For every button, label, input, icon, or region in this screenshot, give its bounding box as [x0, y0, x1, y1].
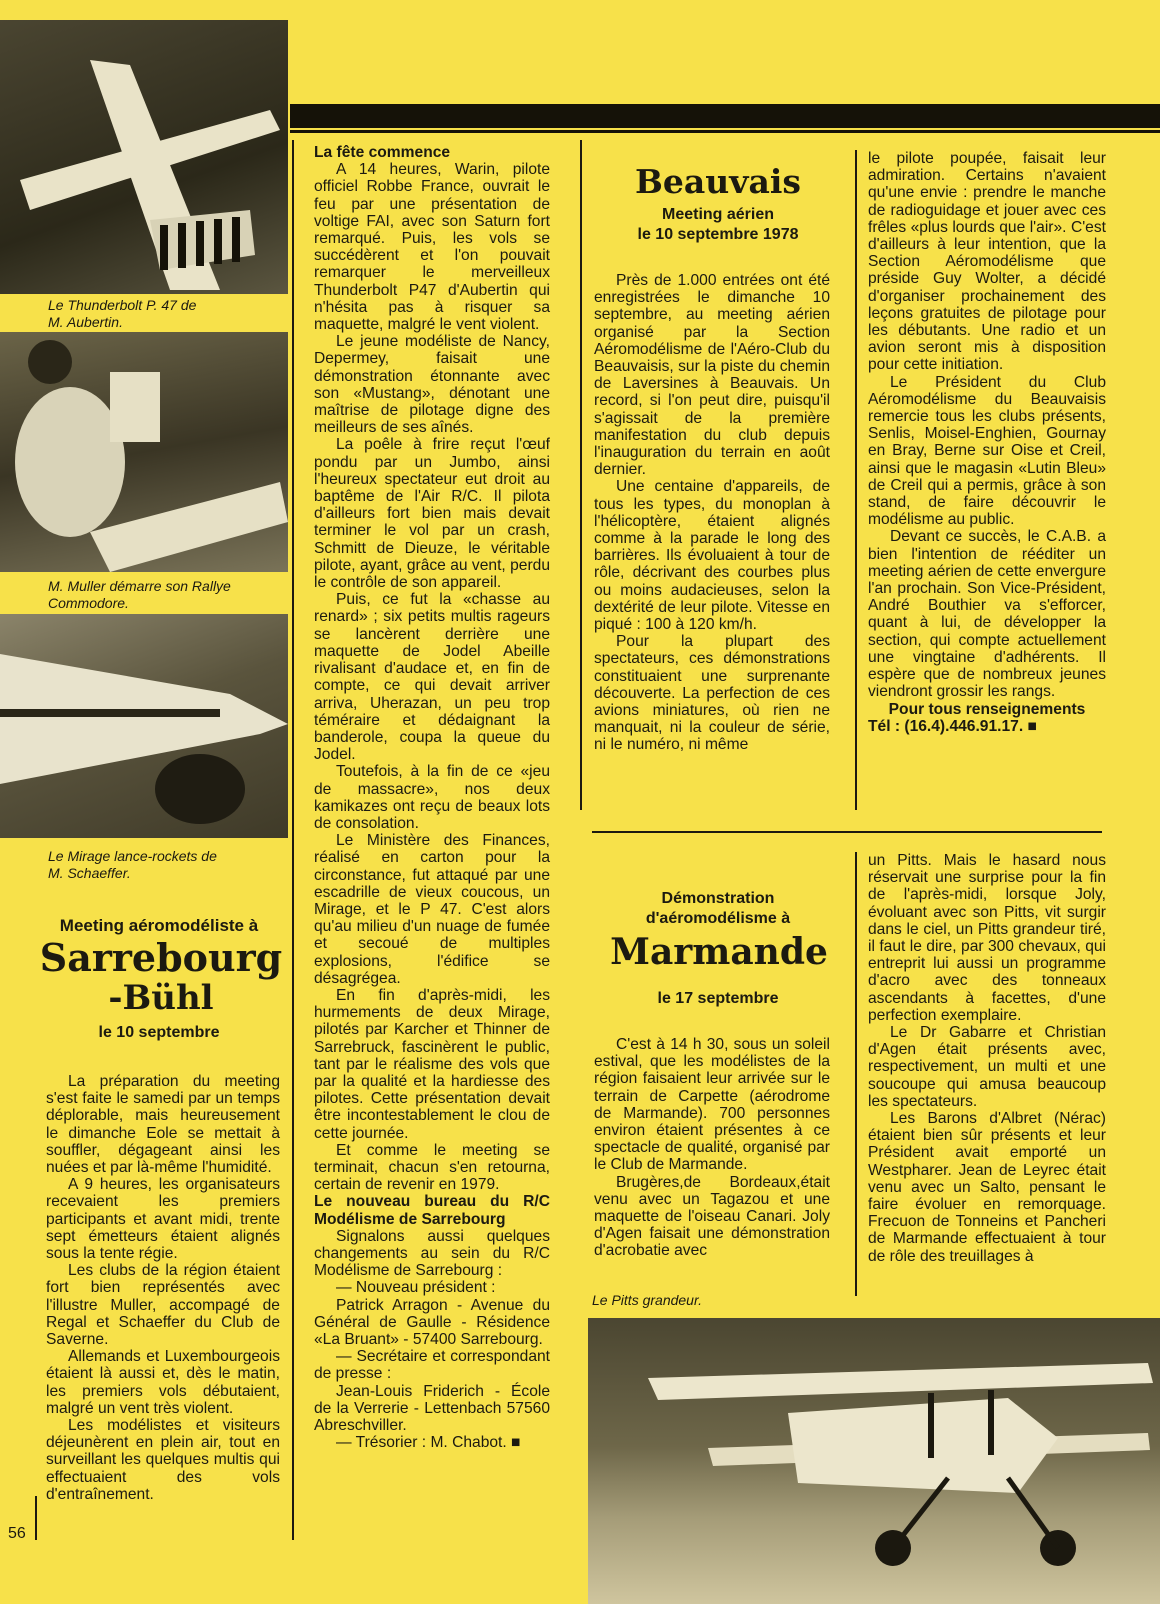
marmande-kicker-2: d'aéromodélisme à: [645, 910, 791, 927]
paragraph: La poêle à frire reçut l'œuf pondu par un Jumbo, ainsi l'heureux spectateur eut droit au baptême de l'Air R/C. Il pilota d'ailleurs fort bien mais devait terminer le vol par un crash, Schmitt de Dieuze, le véritable pilote, ayant, grâce au vent, perdu le contrôle de son appareil.: [314, 436, 550, 592]
paragraph: Le Ministère des Finances, réalisé en carton pour la circonstance, fut attaqué par une escadrille de vieux coucous, un Mirage, et le P 47. C'est alors qu'au milieu d'un nuage de fumée et secoué de multiples explosions, l'édifice se désagrégea.: [314, 832, 550, 987]
header-band: [290, 104, 1160, 128]
paragraph: Devant ce succès, le C.A.B. a bien l'intention de rééditer un meeting aérien de cette envergure l'an prochain. Son Vice-Président, André Bouthier va s'efforcer, quant à lui, de développer la section, qui compte actuellement une vingtaine d'adhérents. Il espère que de nombreux jeunes viendront grossir les rangs.: [868, 528, 1106, 701]
paragraph: le pilote poupée, faisait leur admiration. Certains n'avaient qu'une envie : prendre le manche de radioguidage et jouer avec ces frêles «plus lourds que l'air». C'est d'ailleurs à leur intention, que la Section Aéromodélisme que préside Guy Wolter, a décidé d'organiser prochainement des leçons gratuites de pilotage pour les débutants. Une radio et un avion seront mis à disposition pour cette initiation.: [868, 150, 1106, 374]
caption-rallye: M. Muller démarre son Rallye Commodore.: [48, 578, 231, 611]
paragraph: C'est à 14 h 30, sous un soleil estival, que les modélistes de la région faisaient leur arrivée sur le terrain de Carpette (aérodrome de Marmande). 700 personnes environ étaient présentes à ce spectacle de qualité, organisé par le Club de Marmande.: [594, 1036, 830, 1174]
sarrebourg-kicker: Meeting aéromodéliste à: [59, 916, 259, 935]
pitts-illustration: [588, 1318, 1160, 1604]
caption-thunderbolt: Le Thunderbolt P. 47 de M. Aubertin.: [48, 297, 197, 330]
column-rule: [35, 1496, 37, 1540]
mirage-photo: [0, 614, 288, 838]
caption-mirage: Le Mirage lance-rockets de M. Schaeffer.: [48, 848, 217, 881]
marmande-title: Marmande: [610, 931, 828, 973]
paragraph: Signalons aussi quelques changements au sein du R/C Modélisme de Sarrebourg :: [314, 1227, 550, 1280]
column-rule: [855, 852, 857, 1296]
paragraph: Puis, ce fut la «chasse au renard» ; six petits multis rageurs se lancèrent derrière une maquette de Jodel Abeille rivalisant d'audace et, en fin de compte, ce qui devait arriver arriva, Uherazan, un peu trop téméraire et dédaignant la banderole, coupa la queue du Jodel.: [314, 591, 550, 764]
section-heading: Le nouveau bureau du R/C Modélisme de Sarrebourg: [314, 1193, 550, 1228]
paragraph: A 9 heures, les organisateurs recevaient les premiers participants et avant midi, trente sept émetteurs étaient alignés sous la tente régie.: [46, 1176, 280, 1263]
beauvais-col1: [594, 272, 830, 754]
paragraph: — Nouveau président :: [336, 1279, 496, 1297]
paragraph: Le Président du Club Aéromodélisme du Beauvaisis remercie tous les clubs présents, Senlis, Moisel-Enghien, Gournay en Bray, Berne sur Oise et Creil, ainsi que le magasin «Lutin Bleu» de Creil qui a permis, grâce à son stand, de faire découvrir le modélisme au public.: [868, 373, 1106, 529]
section-heading: La fête commence: [314, 144, 451, 161]
paragraph: En fin d'après-midi, les hurmements de deux Mirage, pilotés par Karcher et Thinner de Sarrebruck, fascinèrent le public, tant par le réalisme des vols que par la qualité et la hardiesse des pilotes. Cette présentation devait être incontestablement le clou de cette journée.: [314, 986, 550, 1142]
paragraph: Brugères,de Bordeaux,était venu avec un Tagazou et une maquette de l'oiseau Canari. Joly d'Agen faisait une démonstration d'acrobatie avec: [594, 1173, 830, 1260]
marmande-kicker: Démonstration: [661, 890, 775, 907]
sarrebourg-date: le 10 septembre: [98, 1024, 220, 1041]
beauvais-date: le 10 septembre 1978: [637, 226, 799, 243]
contact-line: Pour tous renseignements: [888, 700, 1086, 718]
paragraph: un Pitts. Mais le hasard nous réservait une surprise pour la fin de l'après-midi, lorsque Joly, évoluant avec son Pitts, vit surgir dans le ciel, un Pitts grandeur tiré, il faut le dire, par 300 chevaux, qui entreprit lui aussi un programme d'acro avec des tonneaux ascendants à facettes, d'une perfection exemplaire.: [868, 852, 1106, 1024]
column-rule: [855, 150, 857, 810]
beauvais-col2: [868, 150, 1106, 735]
sarrebourg-col1: [46, 1073, 280, 1503]
contact-phone: Tél : (16.4).446.91.17. ■: [868, 717, 1037, 735]
sarrebourg-title-2: -Bühl: [108, 978, 214, 1018]
paragraph: Pour la plupart des spectateurs, ces démonstrations constituaient une surprenante découverte. La perfection de ces avions miniatures, où rien ne manquait, ni la couleur de série, ni le numéro, ni même: [594, 633, 830, 754]
paragraph: Une centaine d'appareils, de tous les types, du monoplan à l'hélicoptère, étaient alignés comme à la parade le long des barrières. Ils évoluaient à tour de rôle, décrivant des courbes plus ou moins audacieuses, selon la dextérité de leur pilote. Vitesse en piqué : 100 à 120 km/h.: [594, 478, 830, 634]
caption-pitts: Le Pitts grandeur.: [592, 1292, 702, 1308]
marmande-col2: [868, 852, 1106, 1265]
column-rule: [292, 140, 294, 1540]
section-rule: [592, 831, 1102, 833]
paragraph: Allemands et Luxembourgeois étaient là aussi et, dès le matin, les premiers vols débutaient, malgré un vent très violent.: [46, 1348, 280, 1417]
paragraph: Les Barons d'Albret (Nérac) étaient bien sûr présents et leur Président avait emporté un Westpharer. Jean de Leyrec était venu avec un Salto, pensant le faire évoluer en remorquage. Frecuon de Tonneins et Pancheri de Marmande effectuaient à tour de rôle des treuillages à: [868, 1110, 1106, 1265]
paragraph: Et comme le meeting se terminait, chacun s'en retourna, certain de revenir en 1979.: [314, 1141, 550, 1194]
beauvais-title: Beauvais: [635, 162, 801, 201]
paragraph: Les modélistes et visiteurs déjeunèrent en plein air, tout en surveillant les quelques multis qui effectuaient des vols d'entraînement.: [46, 1417, 280, 1503]
paragraph: Le jeune modéliste de Nancy, Depermey, faisait une démonstration étonnante avec son «Mustang», dénotant une maîtrise de pilotage digne des meilleurs de ses aînés.: [314, 333, 550, 437]
rallye-illustration: [0, 332, 288, 572]
paragraph: — Trésorier : M. Chabot. ■: [336, 1434, 521, 1452]
paragraph: Le Dr Gabarre et Christian d'Agen était présents avec, respectivement, un multi et une soucoupe qui amusa beaucoup les spectateurs.: [868, 1024, 1106, 1110]
thunderbolt-photo: [0, 20, 288, 294]
sarrebourg-title: Sarrebourg: [39, 935, 283, 980]
paragraph: Toutefois, à la fin de ce «jeu de massacre», nos deux kamikazes ont reçu de beaux lots de consolation.: [314, 763, 550, 832]
paragraph: A 14 heures, Warin, pilote officiel Robbe France, ouvrait le feu par une présentation de voltige FAI, avec son Saturn fort remarqué. Puis, les vols se succédèrent et l'on pouvait remarquer le merveilleux Thunderbolt P47 d'Aubertin qui n'hésita pas à risquer sa maquette, malgré le vent violent.: [314, 161, 550, 334]
header-band-rule: [290, 130, 1160, 133]
pitts-photo: [588, 1318, 1160, 1604]
paragraph: Patrick Arragon - Avenue du Général de Gaulle - Résidence «La Bruant» - 57400 Sarrebourg.: [314, 1296, 550, 1349]
mirage-illustration: [0, 614, 288, 838]
paragraph: Les clubs de la région étaient fort bien représentés avec l'illustre Muller, accompagé de Regal et Schaeffer du Club de Saverne.: [46, 1262, 280, 1349]
paragraph: Jean-Louis Friderich - École de la Verrerie - Lettenbach 57560 Abreschviller.: [314, 1382, 550, 1435]
beauvais-subtitle: Meeting aérien: [661, 206, 775, 223]
thunderbolt-illustration: [0, 20, 288, 294]
column-rule: [580, 140, 582, 810]
paragraph: Près de 1.000 entrées ont été enregistrées le dimanche 10 septembre, au meeting aérien organisé par la Section Aéromodélisme de l'Aéro-Club du Beauvaisis, sur la piste du chemin de Laversines à Beauvais. Un record, si l'on peut dire, puisqu'il s'agissait de la première manifestation du club depuis l'inauguration du terrain en août dernier.: [594, 272, 830, 479]
marmande-date: le 17 septembre: [657, 990, 779, 1007]
paragraph: — Secrétaire et correspondant de presse :: [314, 1348, 550, 1383]
rallye-photo: [0, 332, 288, 572]
paragraph: La préparation du meeting s'est faite le samedi par un temps déplorable, mais heureusement le dimanche Eole se mettait à souffler, dégageant ainsi les nuées et par là-même l'humidité.: [46, 1073, 280, 1177]
page-number: 56: [8, 1525, 26, 1542]
sarrebourg-col2: [314, 144, 550, 1451]
marmande-col1: [594, 1036, 830, 1260]
